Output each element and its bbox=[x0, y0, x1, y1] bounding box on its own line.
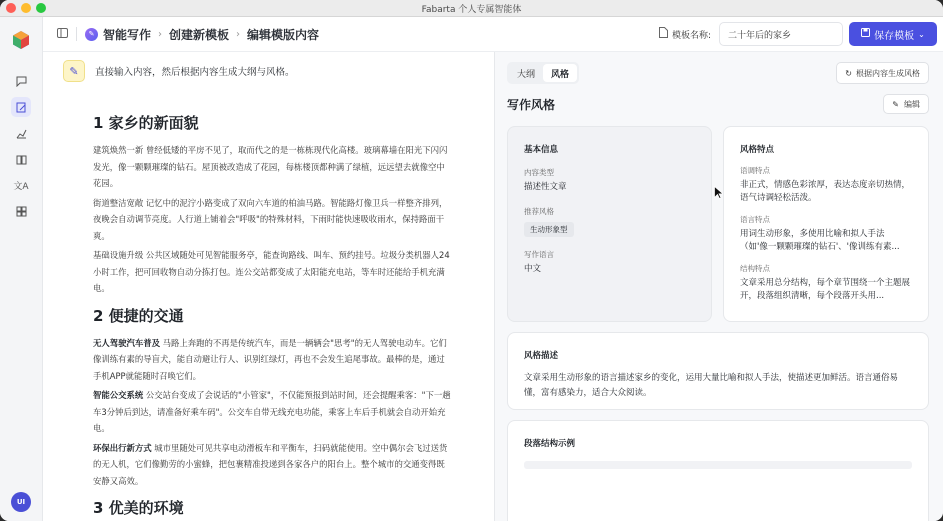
paragraph: 街道整洁宽敞 记忆中的泥泞小路变成了双向六车道的柏油马路。智能路灯像卫兵一样整齐排列，夜晚会自动调节亮度。人行道上铺着会"呼吸"的特殊材料，下雨时能快速吸收雨水，保持路面干爽。 bbox=[93, 197, 448, 241]
language-label: 写作语言 bbox=[524, 250, 554, 259]
chart-icon[interactable] bbox=[11, 123, 31, 143]
translate-icon[interactable]: 文A bbox=[13, 181, 29, 192]
structure-label: 结构特点 bbox=[740, 264, 770, 273]
paragraph bbox=[93, 387, 453, 437]
breadcrumb-create-template[interactable]: 创建新模板 bbox=[169, 27, 230, 42]
sidebar-toggle-icon[interactable] bbox=[57, 28, 68, 41]
paragraph-lead: 环保出行新方式 bbox=[93, 442, 152, 453]
editor-hint bbox=[63, 60, 295, 82]
tab-outline[interactable]: 大纲 bbox=[517, 70, 536, 80]
tone-label: 语调特点 bbox=[740, 166, 770, 175]
document-editor[interactable] bbox=[93, 108, 453, 521]
paragraph-body: 马路上奔跑的不再是传统汽车，而是一辆辆会"思考"的无人驾驶电动车。它们像训练有素的导盲犬，能自动避让行人、识别红绿灯，再也不会发生追尾事故。最棒的是，通过手机APP就能随时召唤它们。 bbox=[93, 337, 447, 381]
save-template-button[interactable] bbox=[849, 22, 937, 46]
breadcrumb-writing[interactable]: 智能写作 bbox=[103, 27, 152, 42]
grid-icon[interactable] bbox=[11, 201, 31, 221]
style-description-text: 文章采用生动形象的语言描述家乡的变化，运用大量比喻和拟人手法，使描述更加鲜活。语言通俗易懂，富有感染力，适合大众阅读。 bbox=[524, 373, 899, 398]
edit-note-icon[interactable] bbox=[11, 97, 31, 117]
edit-icon: ✎ bbox=[892, 99, 899, 109]
paragraph-lead: 智能公交系统 bbox=[93, 390, 144, 400]
top-bar bbox=[43, 17, 943, 52]
edit-label: 编辑 bbox=[904, 99, 920, 109]
tone-value: 非正式，情感色彩浓厚，表达态度亲切热情，语气诗调轻松活泼。 bbox=[740, 180, 911, 203]
refresh-icon: ↻ bbox=[845, 68, 852, 78]
mouse-cursor-icon bbox=[714, 186, 723, 202]
save-template-label: 保存模板 bbox=[874, 30, 915, 42]
maximize-window-button[interactable] bbox=[36, 3, 46, 13]
chevron-down-icon: ⌄ bbox=[918, 29, 925, 39]
close-window-button[interactable] bbox=[6, 3, 16, 13]
save-icon bbox=[861, 28, 870, 40]
paragraph-lead: 无人驾驶汽车普及 bbox=[93, 337, 160, 348]
basic-info-card bbox=[507, 126, 712, 322]
paragraph-example-card bbox=[507, 420, 929, 521]
generate-style-label: 根据内容生成风格 bbox=[856, 68, 920, 78]
paragraph bbox=[93, 440, 453, 490]
fabarta-logo-icon[interactable] bbox=[11, 30, 31, 50]
book-icon[interactable] bbox=[11, 149, 31, 169]
paragraph-body: 城市里随处可见共享电动滑板车和平衡车，扫码就能使用。空中偶尔会飞过送货的无人机，它们像勤劳的小蜜蜂，把包裹精准投递到各家各户的阳台上。整个城市的交通变得既安静又高效。 bbox=[93, 442, 448, 486]
content-type-value: 描述性文章 bbox=[524, 182, 567, 192]
basic-info-title: 基本信息 bbox=[524, 145, 559, 155]
writing-app-icon: ✎ bbox=[85, 28, 98, 41]
style-description-card bbox=[507, 332, 929, 410]
paragraph-body: 公交站台变成了会说话的"小管家"，不仅能预报到站时间，还会提醒乘客："下一趟车3分钟后到达，请准备好乘车码"。公交车自带无线充电功能，乘客上车后手机就会自动开始充电。 bbox=[93, 390, 451, 433]
panel-tabs bbox=[507, 62, 579, 84]
template-name-label: 模板名称: bbox=[671, 30, 711, 41]
hint-text: 直接输入内容，然后根据内容生成大纲与风格。 bbox=[95, 67, 295, 78]
style-traits-title: 风格特点 bbox=[740, 145, 775, 155]
sidebar bbox=[0, 17, 43, 521]
divider bbox=[76, 27, 77, 41]
recommended-style-tag: 生动形象型 bbox=[524, 222, 574, 237]
style-traits-card bbox=[723, 126, 929, 322]
recommended-style-label: 推荐风格 bbox=[524, 207, 554, 216]
style-description-title: 风格描述 bbox=[524, 351, 559, 361]
edit-style-button[interactable] bbox=[883, 94, 929, 114]
writing-style-title: 写作风格 bbox=[507, 98, 556, 112]
generate-style-button[interactable] bbox=[836, 62, 929, 84]
language-trait-value: 用词生动形象，多使用比喻和拟人手法（如'像一颗颗璀璨的钻石'、'像训练有素... bbox=[740, 229, 900, 252]
editor-pane bbox=[43, 52, 494, 521]
template-file-icon bbox=[659, 27, 668, 41]
breadcrumb-edit-content: 编辑模版内容 bbox=[247, 27, 320, 42]
section-heading: 1 家乡的新面貌 bbox=[93, 114, 199, 132]
content-type-label: 内容类型 bbox=[524, 168, 554, 177]
language-value: 中文 bbox=[524, 264, 542, 274]
paragraph: 建筑焕然一新 曾经低矮的平房不见了，取而代之的是一栋栋现代化高楼。玻璃幕墙在阳光下闪闪发光，像一颗颗璀璨的钻石。屋顶被改造成了花园，每栋楼顶都种满了绿植，远远望去就像空中花园。 bbox=[93, 145, 448, 188]
pencil-icon: ✎ bbox=[63, 60, 85, 82]
tab-style[interactable]: 风格 bbox=[543, 64, 577, 82]
window-controls bbox=[6, 3, 46, 13]
chevron-right-icon: › bbox=[158, 28, 163, 40]
minimize-window-button[interactable] bbox=[21, 3, 31, 13]
title-bar bbox=[0, 0, 943, 17]
user-avatar[interactable]: UI bbox=[11, 492, 31, 512]
paragraph-example-title: 段落结构示例 bbox=[524, 439, 576, 449]
window-title: Fabarta 个人专属智能体 bbox=[421, 4, 522, 15]
paragraph: 基础设施升级 公共区域随处可见智能服务亭，能查询路线、叫车、预约挂号。垃圾分类机器人24小时工作，把可回收物自动分拣打包。连公交站都变成了太阳能充电站，等车时还能给手机充满电。 bbox=[93, 250, 450, 293]
example-placeholder bbox=[524, 461, 912, 469]
chat-bubble-icon[interactable] bbox=[11, 71, 31, 91]
chevron-right-icon: › bbox=[236, 28, 241, 40]
template-name-input[interactable] bbox=[719, 22, 843, 46]
language-trait-label: 语言特点 bbox=[740, 215, 770, 224]
paragraph bbox=[93, 335, 453, 385]
section-heading: 3 优美的环境 bbox=[93, 499, 184, 517]
section-heading: 2 便捷的交通 bbox=[93, 306, 184, 325]
structure-value: 文章采用总分结构，每个章节围绕一个主题展开，段落组织清晰，每个段落开头用... bbox=[740, 278, 911, 301]
template-controls bbox=[659, 22, 937, 46]
style-panel bbox=[495, 52, 943, 521]
